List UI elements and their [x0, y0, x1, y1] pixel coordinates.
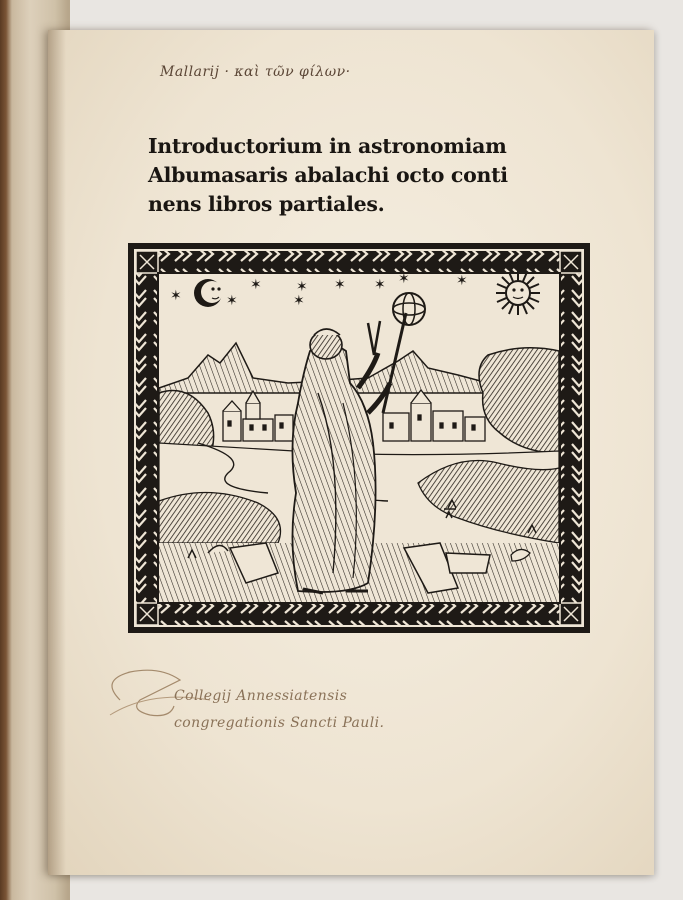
title-line-2: Albumasaris abalachi octo conti — [148, 163, 508, 187]
right-border-band — [560, 251, 582, 625]
title-line-1: Introductorium in astronomiam — [148, 134, 507, 158]
svg-text:✶: ✶ — [398, 271, 410, 287]
inscription-line-2: congregationis Sancti Pauli. — [174, 715, 385, 731]
inscription-line-1: Collegij Annessiatensis — [174, 688, 348, 704]
left-border-band — [136, 251, 158, 625]
svg-text:✶: ✶ — [250, 277, 262, 293]
ownership-annotation: Mallarij · καὶ τῶν φίλων· — [160, 64, 351, 80]
svg-text:✶: ✶ — [296, 279, 308, 295]
svg-text:✶: ✶ — [456, 273, 468, 289]
woodcut-illustration — [128, 243, 590, 633]
svg-text:✶: ✶ — [170, 288, 182, 304]
top-border-band — [136, 251, 582, 273]
svg-text:✶: ✶ — [293, 293, 305, 309]
svg-text:✶: ✶ — [334, 277, 346, 293]
woodcut-svg — [128, 243, 590, 633]
manuscript-inscription — [174, 683, 514, 737]
bottom-border-band — [136, 603, 582, 625]
page-gutter-shadow — [48, 30, 66, 875]
svg-text:✶: ✶ — [374, 277, 386, 293]
svg-text:✶: ✶ — [226, 293, 238, 309]
sun-face-icon — [496, 271, 540, 315]
printed-title — [148, 132, 528, 219]
title-line-3: nens libros partiales. — [148, 192, 385, 216]
